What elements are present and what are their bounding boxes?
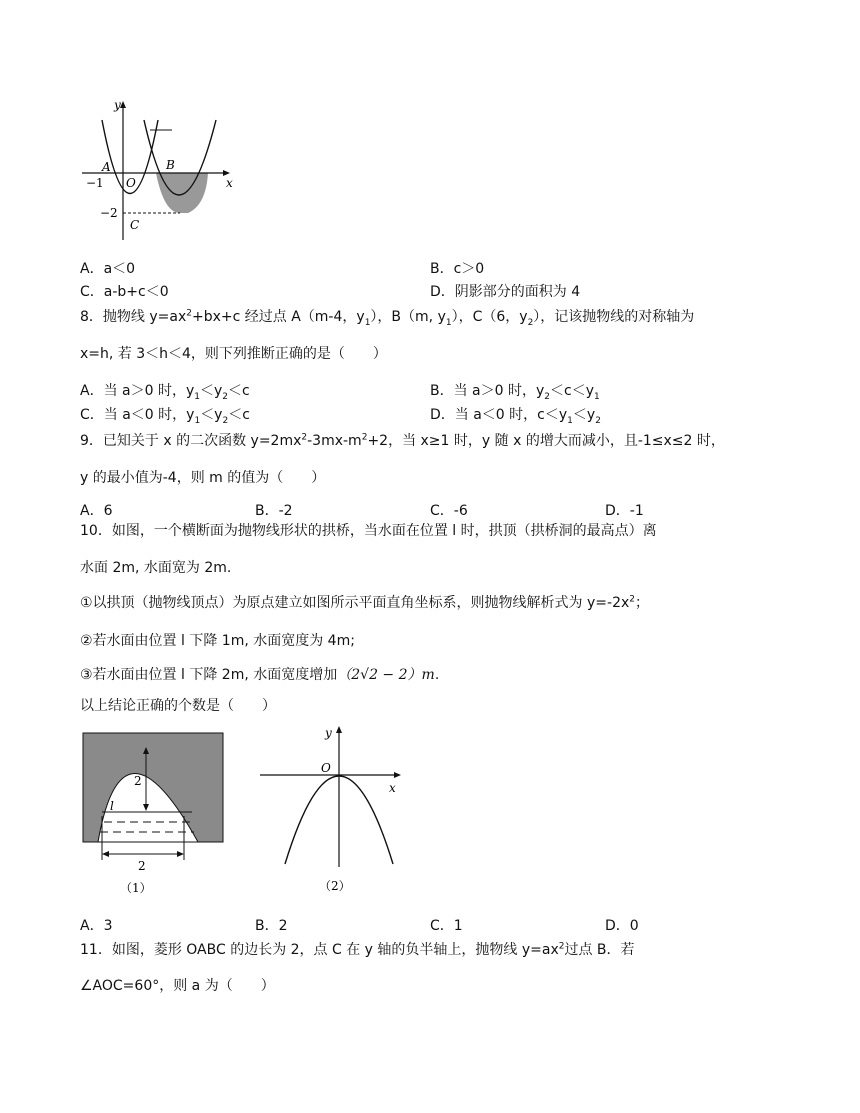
q7-option-a: A．a＜0 bbox=[80, 261, 136, 277]
water-level-label: l bbox=[110, 799, 114, 813]
q8-option-a: A．当 a＞0 时，$y_1<y_2<c$ bbox=[80, 383, 250, 402]
arch-bridge-figure bbox=[80, 730, 226, 900]
q10-option-d: D．0 bbox=[605, 918, 639, 934]
label-c: C bbox=[130, 218, 140, 232]
q9-stem-line2: y 的最小值为-4，则 m 的值为（ ） bbox=[80, 470, 326, 486]
fig2-label-o: O bbox=[321, 761, 331, 775]
q8-option-b: B．当 a＞0 时，$y_2<c<y_1$ bbox=[430, 383, 600, 402]
q9-option-d: D．-1 bbox=[605, 503, 644, 519]
fig2-label-y: y bbox=[325, 726, 332, 740]
water-width-label: 2 bbox=[138, 859, 146, 873]
parabola-figure-top bbox=[80, 95, 240, 245]
q10-statement-3: ③若水面由位置 l 下降 2m, 水面宽度增加（2√2 − 2）m. bbox=[80, 667, 440, 683]
q10-statement-1: ①以拱顶（抛物线顶点）为原点建立如图所示平面直角坐标系，则抛物线解析式为 $y=-2x^2$； bbox=[80, 594, 649, 611]
q8-stem-line2: x=h, 若 3＜h＜4，则下列推断正确的是（ ） bbox=[80, 346, 387, 362]
label-y: y bbox=[114, 98, 121, 112]
q7-option-d: D．阴影部分的面积为 4 bbox=[430, 284, 581, 300]
q8-option-d: D．当 a＜0 时，$c<y_1<y_2$ bbox=[430, 407, 601, 426]
q8-option-c: C．当 a＜0 时，$y_1<y_2<c$ bbox=[80, 407, 250, 426]
figure1-caption: （1） bbox=[120, 881, 152, 895]
q9-stem-line1: 9．已知关于 x 的二次函数 $y=2mx^2-3mx-m^2+2$，当 x≥1 时，y 随 x 的增大而减小，且-1≤x≤2 时， bbox=[80, 432, 725, 449]
q7-option-b: B．c＞0 bbox=[430, 261, 485, 277]
q7-option-c: C．a-b+c＜0 bbox=[80, 284, 169, 300]
coordinate-parabola-figure bbox=[255, 722, 405, 897]
q10-statement-2: ②若水面由位置 l 下降 1m, 水面宽度为 4m; bbox=[80, 633, 355, 649]
q10-option-a: A．3 bbox=[80, 918, 113, 934]
arch-height-label: 2 bbox=[134, 774, 142, 788]
shaded-region bbox=[156, 173, 208, 213]
q9-option-a: A．6 bbox=[80, 503, 113, 519]
figure2-caption: （2） bbox=[319, 879, 351, 893]
label-o: O bbox=[126, 176, 136, 190]
q9-option-c: C．-6 bbox=[430, 503, 468, 519]
label-a: A bbox=[102, 160, 111, 174]
label-minus1: −1 bbox=[86, 176, 104, 190]
label-minus2: −2 bbox=[100, 206, 118, 220]
q11-stem-line2: ∠AOC=60°，则 a 为（ ） bbox=[80, 978, 275, 994]
q9-option-b: B．-2 bbox=[255, 503, 293, 519]
q10-option-b: B．2 bbox=[255, 918, 288, 934]
label-x: x bbox=[226, 176, 233, 190]
q10-option-c: C．1 bbox=[430, 918, 463, 934]
label-b: B bbox=[166, 158, 175, 172]
fig2-label-x: x bbox=[389, 781, 396, 795]
q10-stem-line1: 10．如图，一个横断面为抛物线形状的拱桥，当水面在位置 l 时，拱顶（拱桥洞的最高点）离 bbox=[80, 523, 657, 539]
q10-conclusion: 以上结论正确的个数是（ ） bbox=[80, 698, 276, 714]
q11-stem-line1: 11．如图，菱形 OABC 的边长为 2，点 C 在 y 轴的负半轴上，抛物线 $y=ax^2$过点 B．若 bbox=[80, 941, 635, 958]
q10-stem-line2: 水面 2m, 水面宽为 2m. bbox=[80, 560, 232, 576]
q8-stem-line1: 8．抛物线 $y=ax^2+bx+c$ 经过点 A（m-4，$y_1$），B（m, $y_1$），C（6，$y_2$），记该抛物线的对称轴为 bbox=[80, 308, 695, 328]
